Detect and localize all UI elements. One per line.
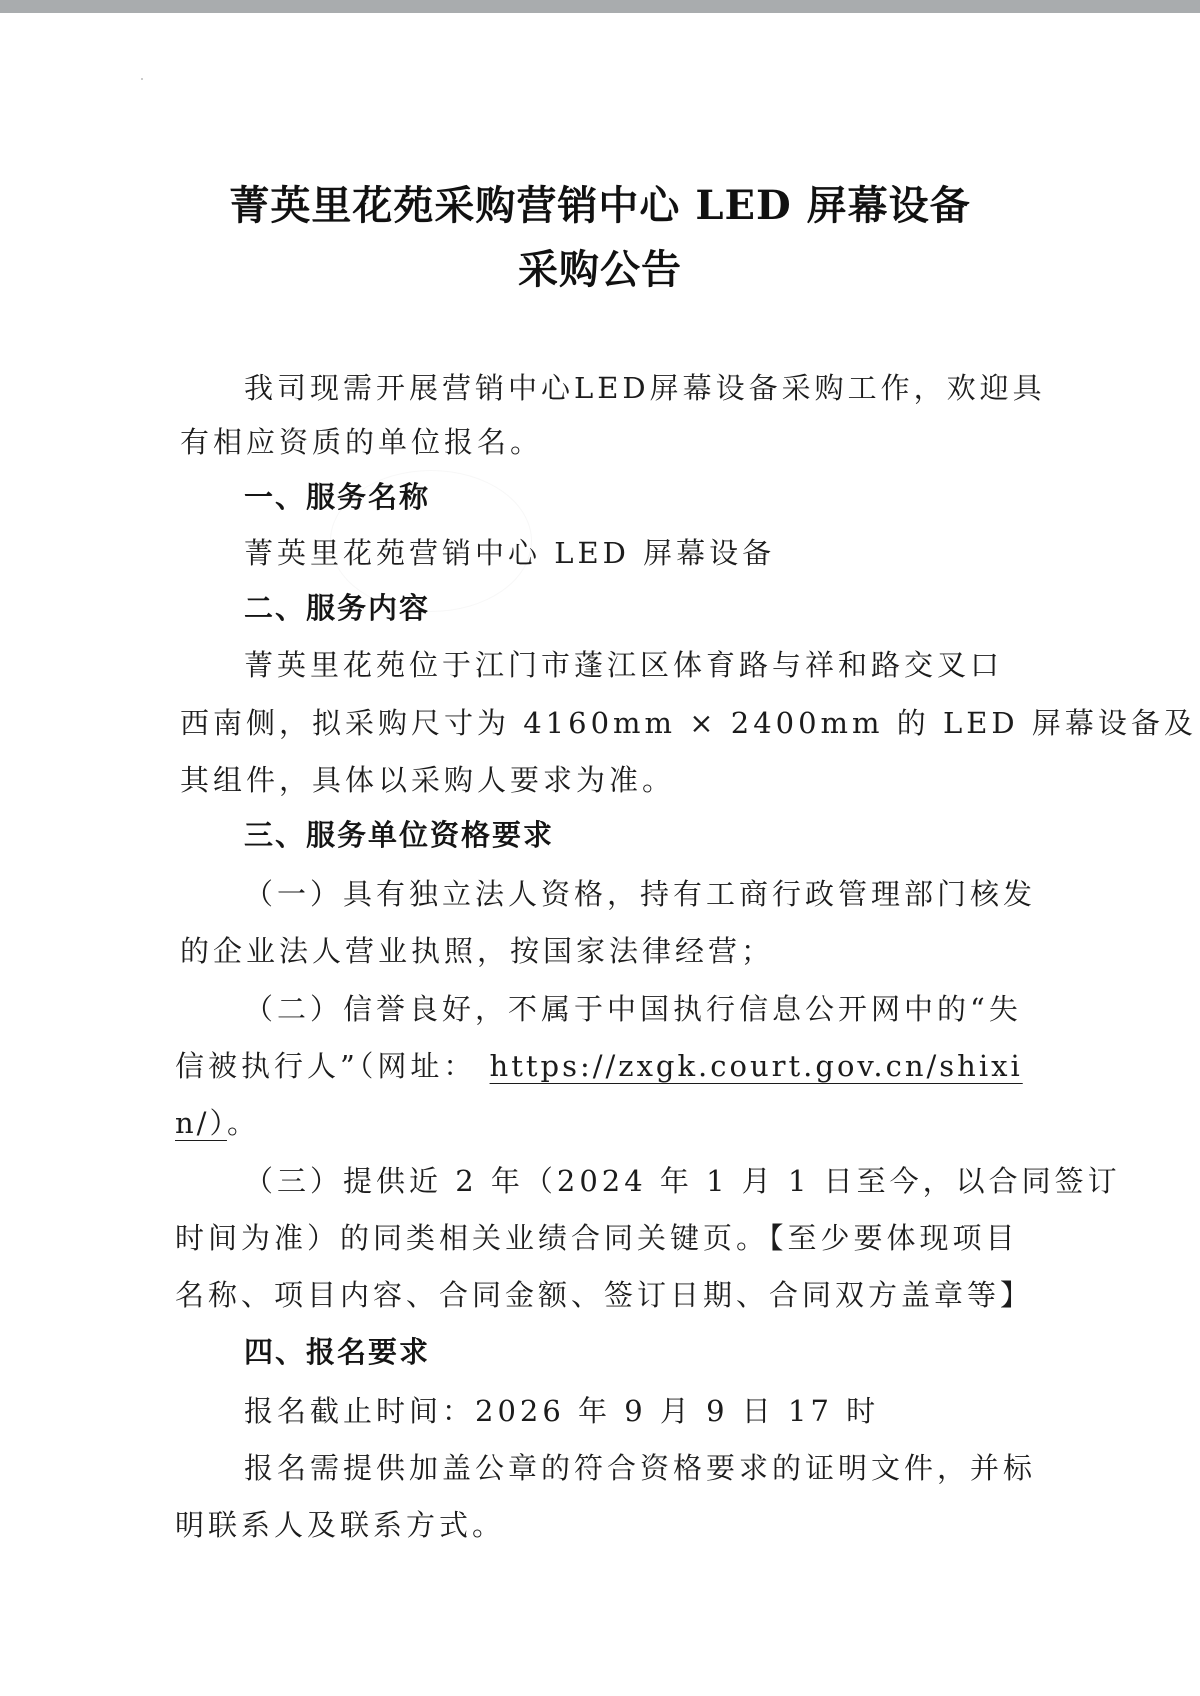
section2-line3: 其组件，具体以采购人要求为准。	[180, 763, 676, 797]
section4-line2: 明联系人及联系方式。	[175, 1508, 506, 1542]
section1-heading: 一、服务名称	[244, 480, 431, 514]
scan-speck	[141, 78, 143, 80]
section2-heading: 二、服务内容	[244, 591, 431, 625]
section3-item2-line2	[175, 1044, 1023, 1085]
section3-item3-line2: 时间为准）的同类相关业绩合同关键页。【至少要体现项目	[175, 1221, 1019, 1255]
section3-item2-line3-suffix: 。	[226, 1106, 260, 1140]
document-title-line1: 菁英里花苑采购营销中心 LED 屏幕设备	[229, 182, 971, 229]
section4-heading: 四、报名要求	[244, 1335, 431, 1369]
section3-item2-line2-prefix: 信被执行人”（网址：	[175, 1049, 490, 1083]
document-title-line2: 采购公告	[518, 246, 682, 293]
section3-item1-line2: 的企业法人营业执照，按国家法律经营；	[180, 934, 775, 968]
section2-line2: 西南侧，拟采购尺寸为 4160mm × 2400mm 的 LED 屏幕设备及	[180, 706, 1197, 740]
section3-item3-line3: 名称、项目内容、合同金额、签订日期、合同双方盖章等】	[175, 1278, 1034, 1312]
scan-top-edge	[0, 0, 1200, 13]
section3-item1-line1: （一）具有独立法人资格，持有工商行政管理部门核发	[244, 877, 1037, 911]
section3-heading: 三、服务单位资格要求	[244, 818, 555, 852]
intro-line1: 我司现需开展营销中心LED屏幕设备采购工作，欢迎具	[244, 371, 1046, 405]
section1-text: 菁英里花苑营销中心 LED 屏幕设备	[244, 536, 776, 570]
court-url-link-continued[interactable]: n/）	[175, 1106, 227, 1140]
section3-item2-line3	[175, 1101, 260, 1142]
section4-deadline: 报名截止时间：2026 年 9 月 9 日 17 时	[244, 1394, 880, 1428]
section2-line1: 菁英里花苑位于江门市蓬江区体育路与祥和路交叉口	[244, 648, 1004, 682]
section3-item2-line1: （二）信誉良好，不属于中国执行信息公开网中的“失	[244, 992, 1022, 1026]
court-url-link[interactable]: https://zxgk.court.gov.cn/shixi	[489, 1049, 1023, 1083]
intro-line2: 有相应资质的单位报名。	[180, 425, 544, 459]
section3-item3-line1: （三）提供近 2 年（2024 年 1 月 1 日至今，以合同签订	[244, 1164, 1121, 1198]
section4-line1: 报名需提供加盖公章的符合资格要求的证明文件，并标	[244, 1451, 1037, 1485]
